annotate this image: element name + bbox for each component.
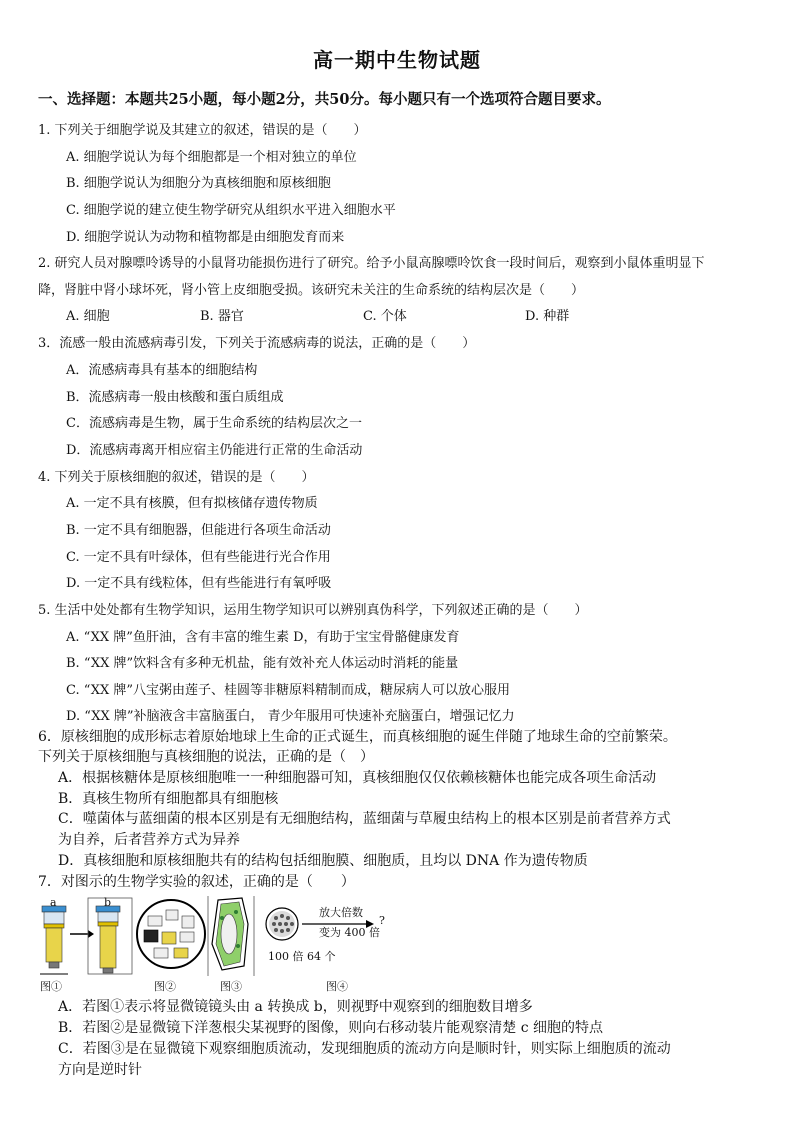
question-6-option-a: A．根据核糖体是原核细胞唯一一种细胞器可知，真核细胞仅仅依赖核糖体也能完成各项生命活动 xyxy=(58,770,657,786)
question-5-stem: 5. 生活中处处都有生物学知识，运用生物学知识可以辨别真伪科学，下列叙述正确的是（ ） xyxy=(38,603,588,618)
lens-a-label: a xyxy=(50,896,57,909)
question-6-option-d: D．真核细胞和原核细胞共有的结构包括细胞膜、细胞质，且均以 DNA 作为遗传物质 xyxy=(58,853,588,869)
plant-cell-icon xyxy=(212,898,248,970)
arrow-right-icon xyxy=(70,930,94,938)
objective-lens-a-icon xyxy=(42,906,66,968)
figure-3-caption: 图③ xyxy=(220,980,242,993)
question-5-option-c: C. “XX 牌”八宝粥由莲子、桂圆等非糖原料精制而成，糖尿病人可以放心服用 xyxy=(66,683,511,698)
figure-1-caption: 图① xyxy=(40,980,62,993)
question-4-option-c: C. 一定不具有叶绿体，但有些能进行光合作用 xyxy=(66,550,331,565)
magnification-change: 变为 400 倍 xyxy=(319,926,380,939)
magnification-label: 放大倍数 xyxy=(319,906,363,919)
question-3-option-a: A．流感病毒具有基本的细胞结构 xyxy=(66,363,258,378)
question-5-option-d: D. “XX 牌”补脑液含丰富脑蛋白， 青少年服用可快速补充脑蛋白，增强记忆力 xyxy=(66,709,515,724)
question-6-option-b: B．真核生物所有细胞都具有细胞核 xyxy=(58,791,279,807)
question-6-stem-line1: 6．原核细胞的成形标志着原始地球上生命的正式诞生，而真核细胞的诞生伴随了地球生命的空前繁荣。 xyxy=(38,729,677,745)
microscope-figure xyxy=(36,894,396,994)
question-2-option-d: D. 种群 xyxy=(525,309,570,324)
lens-b-label: b xyxy=(104,896,112,909)
field-of-view-icon xyxy=(137,900,205,968)
figure-2-caption: 图② xyxy=(154,980,176,993)
cell-field-dense-icon xyxy=(266,908,298,940)
question-4-option-d: D. 一定不具有线粒体，但有些能进行有氧呼吸 xyxy=(66,576,332,591)
question-5-option-a: A. “XX 牌”鱼肝油，含有丰富的维生素 D，有助于宝宝骨骼健康发育 xyxy=(66,630,460,645)
question-5-option-b: B. “XX 牌”饮料含有多种无机盐，能有效补充人体运动时消耗的能量 xyxy=(66,656,459,671)
question-3-option-b: B．流感病毒一般由核酸和蛋白质组成 xyxy=(66,390,284,405)
question-1-option-c: C. 细胞学说的建立使生物学研究从组织水平进入细胞水平 xyxy=(66,203,396,218)
question-7-option-c: C．若图③是在显微镜下观察细胞质流动，发现细胞质的流动方向是顺时针，则实际上细胞质的流动 xyxy=(58,1041,671,1057)
section-heading: 一、选择题：本题共25小题，每小题2分，共50分。每小题只有一个选项符合题目要求。 xyxy=(38,91,611,108)
page-title: 高一期中生物试题 xyxy=(313,48,481,72)
question-6-stem-line2: 下列关于原核细胞与真核细胞的说法，正确的是（ ） xyxy=(38,749,374,765)
magnification-question: ? xyxy=(379,914,385,927)
question-4-option-b: B. 一定不具有细胞器，但能进行各项生命活动 xyxy=(66,523,331,538)
question-3-stem: 3．流感一般由流感病毒引发，下列关于流感病毒的说法，正确的是（ ） xyxy=(38,336,476,351)
question-1-option-d: D. 细胞学说认为动物和植物都是由细胞发育而来 xyxy=(66,230,345,245)
question-3-option-c: C．流感病毒是生物，属于生命系统的结构层次之一 xyxy=(66,416,362,431)
question-7-option-c-cont: 方向是逆时针 xyxy=(58,1062,142,1078)
question-3-option-d: D．流感病毒离开相应宿主仍能进行正常的生命活动 xyxy=(66,443,363,458)
question-4-stem: 4. 下列关于原核细胞的叙述，错误的是（ ） xyxy=(38,470,315,485)
question-4-option-a: A. 一定不具有核膜，但有拟核储存遗传物质 xyxy=(66,496,318,511)
magnification-base: 100 倍 64 个 xyxy=(268,950,336,963)
question-2-stem-line2: 降，肾脏中肾小球坏死，肾小管上皮细胞受损。该研究未关注的生命系统的结构层次是（ ） xyxy=(38,283,585,298)
question-6-option-c-cont: 为自养，后者营养方式为异养 xyxy=(58,832,240,848)
question-7-option-a: A．若图①表示将显微镜镜头由 a 转换成 b，则视野中观察到的细胞数目增多 xyxy=(58,999,533,1015)
question-2-option-b: B. 器官 xyxy=(200,309,244,324)
question-7-option-b: B．若图②是显微镜下洋葱根尖某视野的图像，则向右移动装片能观察清楚 c 细胞的特点 xyxy=(58,1020,604,1036)
question-1-option-a: A. 细胞学说认为每个细胞都是一个相对独立的单位 xyxy=(66,150,357,165)
question-2-stem-line1: 2. 研究人员对腺嘌呤诱导的小鼠肾功能损伤进行了研究。给予小鼠高腺嘌呤饮食一段时间后，观察到小鼠体重明显下 xyxy=(38,256,705,271)
question-6-option-c: C．噬菌体与蓝细菌的根本区别是有无细胞结构，蓝细菌与草履虫结构上的根本区别是前者营养方式 xyxy=(58,811,671,827)
question-2-option-a: A. 细胞 xyxy=(66,309,110,324)
objective-lens-b-icon xyxy=(96,906,120,973)
question-1-stem: 1. 下列关于细胞学说及其建立的叙述，错误的是（ ） xyxy=(38,123,367,138)
question-2-option-c: C. 个体 xyxy=(363,309,407,324)
figure-4-caption: 图④ xyxy=(326,980,348,993)
question-1-option-b: B. 细胞学说认为细胞分为真核细胞和原核细胞 xyxy=(66,176,331,191)
question-7-stem: 7．对图示的生物学实验的叙述，正确的是（ ） xyxy=(38,874,355,890)
